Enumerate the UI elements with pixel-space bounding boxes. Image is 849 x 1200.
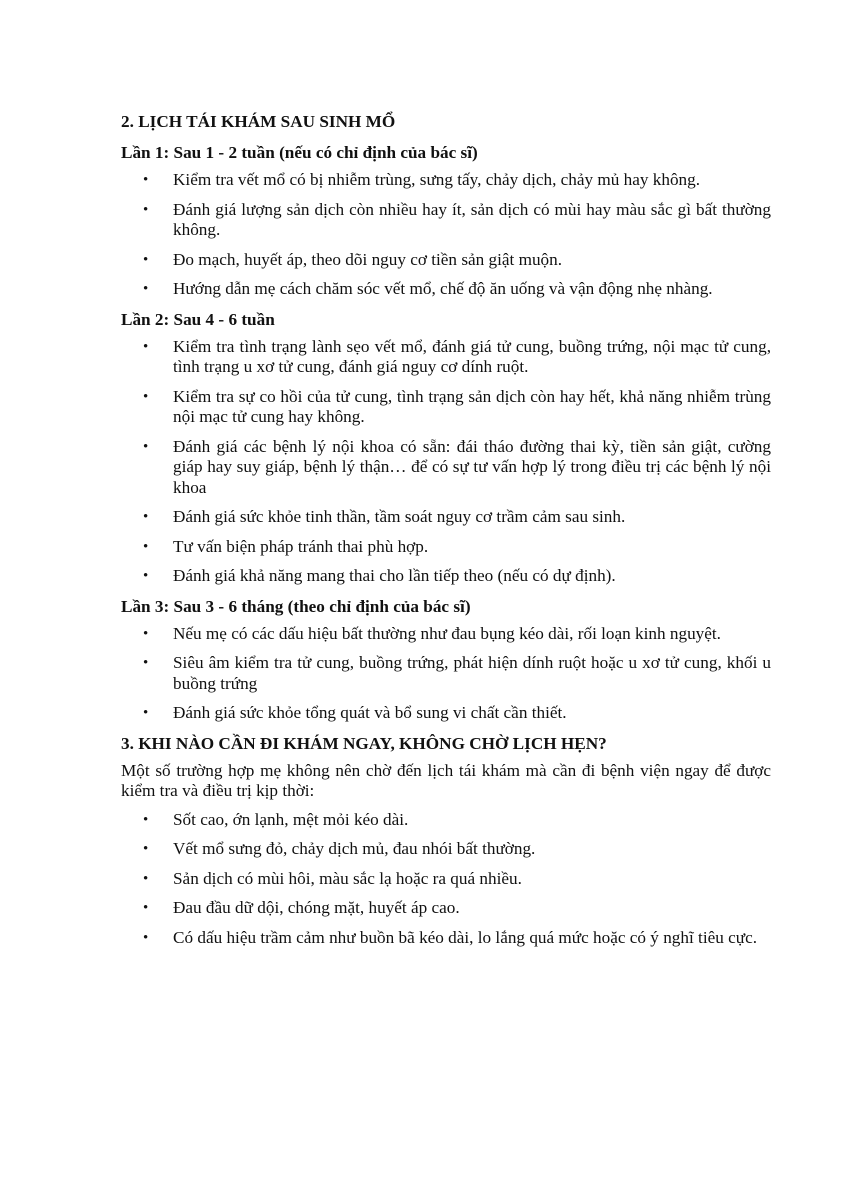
bullet-icon: • [143, 538, 149, 555]
bullet-icon: • [143, 438, 149, 455]
list-item: • Đánh giá sức khỏe tổng quát và bổ sung vi chất cần thiết. [143, 703, 567, 722]
list-item: • Đau đầu dữ dội, chóng mặt, huyết áp cao. [143, 898, 460, 917]
list-item: • Tư vấn biện pháp tránh thai phù hợp. [143, 536, 429, 556]
bullet-icon: • [143, 811, 149, 828]
list-item: • Sốt cao, ớn lạnh, mệt mỏi kéo dài. [143, 809, 409, 829]
bullet-icon: • [143, 929, 149, 946]
urgent-signs-list [121, 810, 771, 949]
bullet-icon: • [143, 281, 149, 297]
bullet-icon: • [143, 251, 149, 268]
bullet-icon: • [143, 900, 149, 916]
visit-3-list [121, 624, 771, 724]
list-item: • Kiểm tra tình trạng lành sẹo vết mổ, đánh giá tử cung, buồng trứng, nội mạc tử cung, tình trạng u xơ tử cung, đánh giá nguy cơ dính ruột. [143, 336, 771, 376]
bullet-icon: • [143, 568, 149, 584]
bullet-icon: • [143, 841, 149, 857]
bullet-icon: • [143, 655, 149, 671]
bullet-icon: • [143, 201, 149, 218]
list-item: • Hướng dẫn mẹ cách chăm sóc vết mổ, chế độ ăn uống và vận động nhẹ nhàng. [143, 279, 713, 298]
document-page [121, 111, 771, 957]
list-item: • Đánh giá lượng sản dịch còn nhiều hay ít, sản dịch có mùi hay màu sắc gì bất thường không. [143, 199, 771, 239]
visit-2-label: Lần 2: Sau 4 - 6 tuần [121, 309, 275, 329]
bullet-icon: • [143, 870, 149, 887]
bullet-icon: • [143, 338, 149, 355]
list-item: • Sản dịch có mùi hôi, màu sắc lạ hoặc ra quá nhiều. [143, 868, 522, 888]
list-item: • Đo mạch, huyết áp, theo dõi nguy cơ tiền sản giật muộn. [143, 249, 563, 269]
visit-1-list [121, 170, 771, 300]
section-3-title: 3. KHI NÀO CẦN ĐI KHÁM NGAY, KHÔNG CHỜ LỊCH HẸN? [121, 733, 607, 753]
list-item: • Kiểm tra sự co hồi của tử cung, tình trạng sản dịch còn hay hết, khả năng nhiễm trùng nội mạc tử cung hay không. [143, 386, 771, 426]
list-item: • Kiểm tra vết mổ có bị nhiễm trùng, sưng tấy, chảy dịch, chảy mủ hay không. [143, 170, 701, 189]
list-item: • Siêu âm kiểm tra tử cung, buồng trứng, phát hiện dính ruột hoặc u xơ tử cung, khối u buồng trứng [143, 653, 771, 693]
list-item: • Đánh giá khả năng mang thai cho lần tiếp theo (nếu có dự định). [143, 566, 616, 585]
bullet-icon: • [143, 509, 149, 525]
visit-2-list [121, 337, 771, 587]
section-2-title: 2. LỊCH TÁI KHÁM SAU SINH MỔ [121, 112, 396, 131]
list-item: • Đánh giá các bệnh lý nội khoa có sẵn: đái tháo đường thai kỳ, tiền sản giật, cường giáp hay suy giáp, bệnh lý thận… để có sự tư vấn hợp lý trong điều trị các bệnh lý nội khoa [143, 436, 771, 497]
list-item: • Nếu mẹ có các dấu hiệu bất thường như đau bụng kéo dài, rối loạn kinh nguyệt. [143, 623, 721, 643]
list-item: • Vết mổ sưng đỏ, chảy dịch mủ, đau nhói bất thường. [143, 839, 536, 858]
visit-1-label: Lần 1: Sau 1 - 2 tuần (nếu có chỉ định của bác sĩ) [121, 143, 478, 162]
list-item: • Có dấu hiệu trầm cảm như buồn bã kéo dài, lo lắng quá mức hoặc có ý nghĩ tiêu cực. [143, 927, 757, 947]
section-3-intro: Một số trường hợp mẹ không nên chờ đến lịch tái khám mà cần đi bệnh viện ngay để được kiểm tra và điều trị kịp thời: [121, 760, 771, 800]
bullet-icon: • [143, 625, 149, 642]
bullet-icon: • [143, 705, 149, 721]
bullet-icon: • [143, 388, 149, 405]
visit-3-label: Lần 3: Sau 3 - 6 tháng (theo chỉ định của bác sĩ) [121, 596, 471, 616]
list-item: • Đánh giá sức khỏe tinh thần, tầm soát nguy cơ trầm cảm sau sinh. [143, 507, 626, 526]
bullet-icon: • [143, 172, 149, 188]
